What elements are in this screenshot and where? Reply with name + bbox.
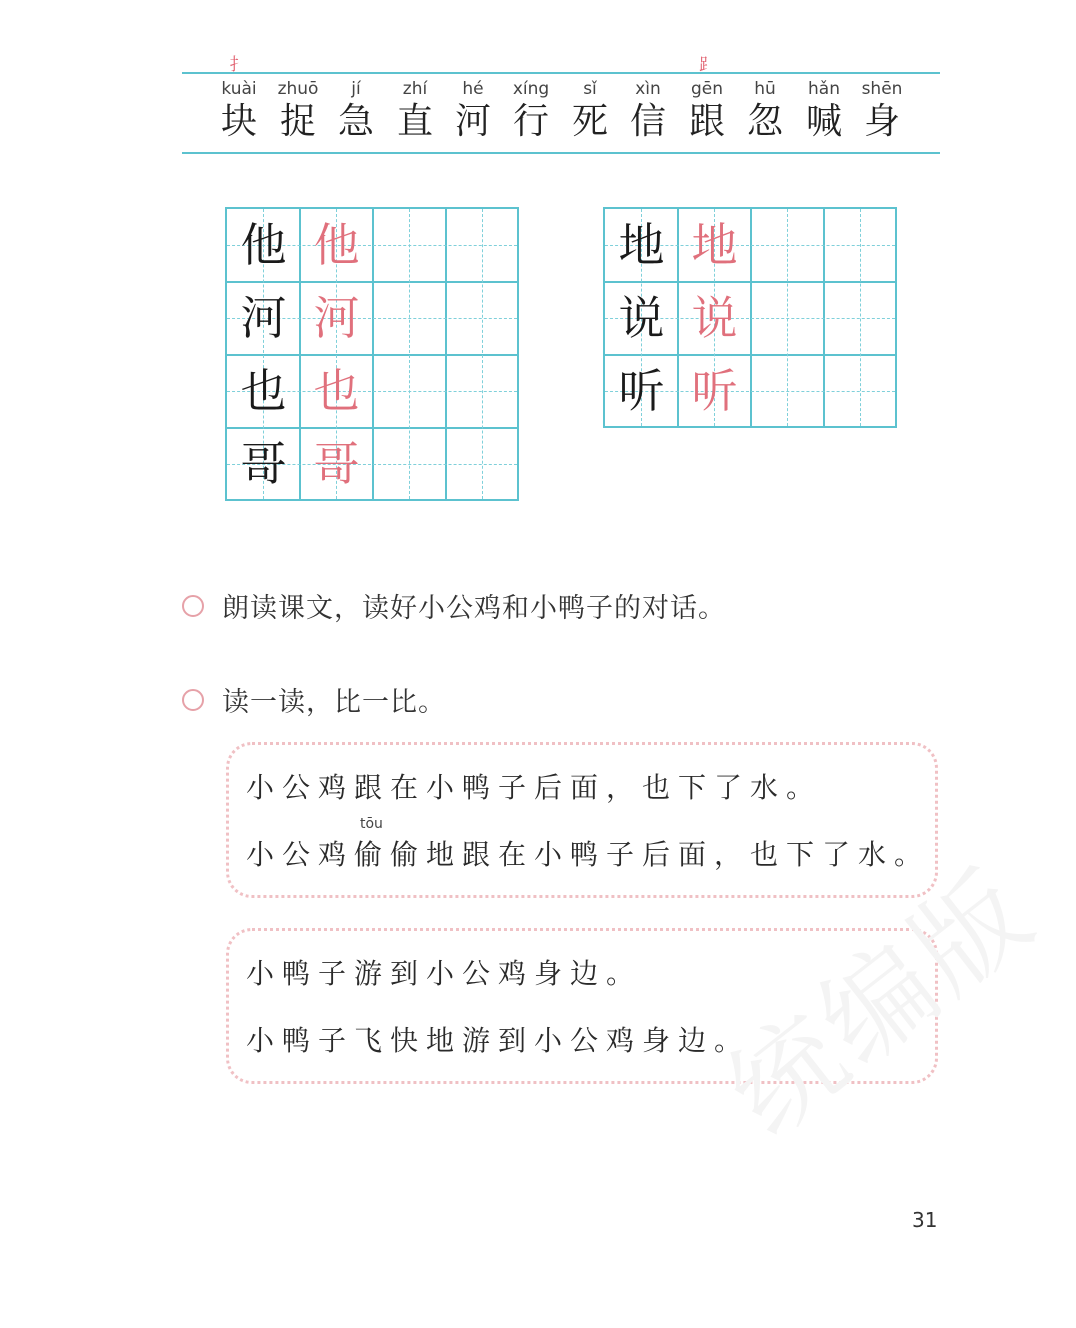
- model-character: 听: [618, 364, 665, 418]
- vocab-item-he: [443, 78, 503, 144]
- task-label: 朗读课文，读好小公鸡和小鸭子的对话。: [222, 593, 726, 624]
- radical-hint: 扌: [229, 55, 247, 75]
- writing-grid-left: [225, 207, 519, 501]
- pinyin: jí: [351, 79, 361, 99]
- pinyin: gēn: [690, 79, 724, 99]
- vocab-item-zhuo: [268, 78, 328, 144]
- trace-character: 也: [313, 364, 360, 418]
- vocab-item-gen: [677, 78, 737, 144]
- pinyin: xìn: [635, 79, 661, 99]
- vocab-item-kuai: [209, 78, 269, 144]
- pinyin: xíng: [512, 79, 550, 99]
- model-character: 说: [618, 291, 665, 345]
- hanzi: 行: [512, 101, 549, 142]
- sentence-long: 小鸭子飞快地游到小公鸡身边。: [246, 1024, 751, 1057]
- pinyin: sǐ: [583, 79, 597, 99]
- pinyin: shēn: [861, 79, 903, 99]
- vocab-item-si: [560, 78, 620, 144]
- task-label: 读一读，比一比。: [222, 687, 446, 718]
- sentence-short: 小鸭子游到小公鸡身边。: [246, 957, 643, 990]
- model-character: 哥: [240, 437, 287, 491]
- task-read-text: [182, 586, 726, 625]
- vocab-item-ji: [326, 78, 386, 144]
- pinyin: hé: [462, 79, 484, 99]
- hanzi: 信: [629, 101, 666, 142]
- trace-character: 地: [691, 218, 738, 272]
- trace-character: 河: [313, 291, 360, 345]
- hanzi: 捉: [279, 101, 316, 142]
- vocab-item-hu: [735, 78, 795, 144]
- hanzi: 死: [571, 101, 608, 142]
- vocab-item-zhi: [385, 78, 445, 144]
- pinyin: hǎn: [808, 79, 840, 99]
- sentence-long: 小公鸡偷偷地跟在小鸭子后面，也下了水。: [246, 838, 931, 871]
- vocab-item-shen: [852, 78, 912, 144]
- hanzi: 直: [396, 101, 433, 142]
- page-number: 31: [912, 1208, 938, 1232]
- vocab-item-xin: [618, 78, 678, 144]
- model-character: 他: [240, 218, 287, 272]
- model-character: 河: [240, 291, 287, 345]
- task-circle-icon: [182, 595, 204, 617]
- pinyin: hū: [754, 79, 776, 99]
- trace-character: 他: [313, 218, 360, 272]
- model-character: 地: [618, 218, 665, 272]
- writing-grid-right: [603, 207, 897, 428]
- trace-character: 说: [691, 291, 738, 345]
- hanzi: 身: [863, 101, 900, 142]
- radical-hint: ⻊: [698, 55, 716, 75]
- hanzi: 急: [337, 101, 374, 142]
- hanzi: 喊: [805, 101, 842, 142]
- pinyin: zhí: [402, 79, 428, 99]
- vocab-item-xing: [501, 78, 561, 144]
- hanzi: 河: [454, 101, 491, 142]
- hanzi: 忽: [746, 101, 783, 142]
- task-compare: [182, 680, 446, 719]
- pinyin: kuài: [221, 79, 257, 99]
- pinyin: zhuō: [277, 79, 319, 99]
- task-circle-icon: [182, 689, 204, 711]
- hanzi: 跟: [688, 101, 725, 142]
- hanzi: 块: [220, 101, 257, 142]
- sentence-short: 小公鸡跟在小鸭子后面，也下了水。: [246, 771, 823, 804]
- pinyin-annotation: tōu: [360, 816, 383, 832]
- watermark: 统编版: [704, 844, 1058, 1160]
- trace-character: 听: [691, 364, 738, 418]
- vocab-top-rule: [182, 72, 940, 74]
- vocab-bottom-rule: [182, 152, 940, 154]
- model-character: 也: [240, 364, 287, 418]
- trace-character: 哥: [313, 437, 360, 491]
- vocab-item-han: [794, 78, 854, 144]
